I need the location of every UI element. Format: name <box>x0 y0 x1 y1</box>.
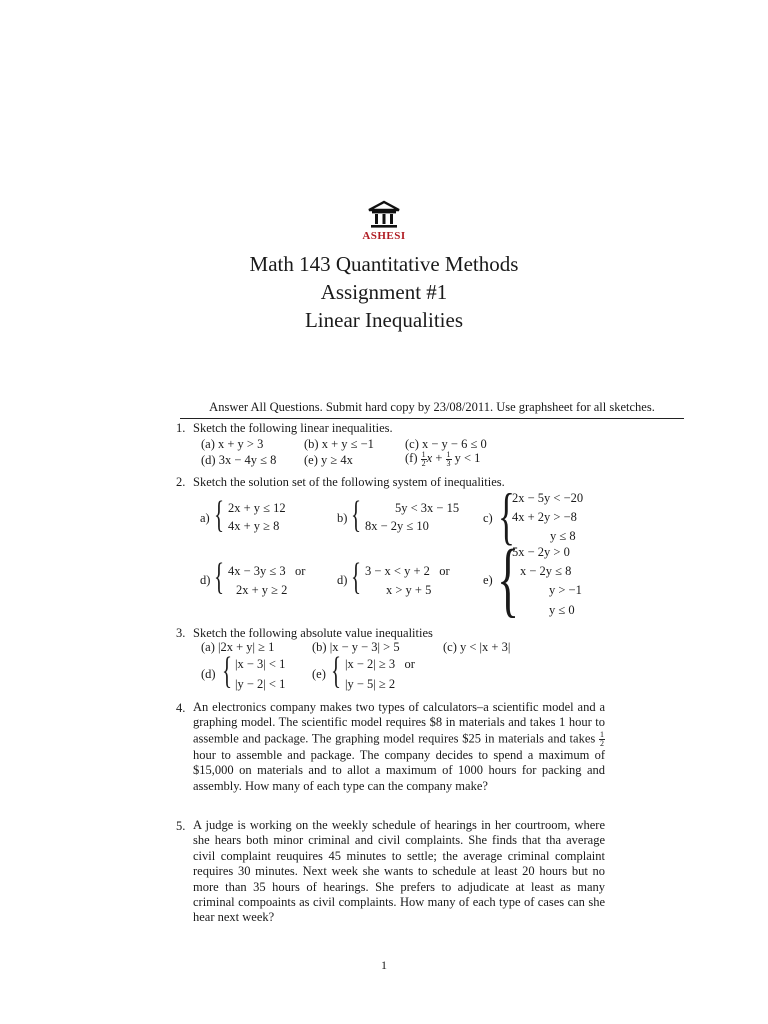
question-number: 3. <box>176 626 186 640</box>
item-d-line2: |y − 2| < 1 <box>235 677 286 691</box>
system-a-line1: 2x + y ≤ 12 <box>228 501 286 515</box>
item-d: (d) 3x − 4y ≤ 8 <box>201 453 277 467</box>
item-e: (e) y ≥ 4x <box>304 453 353 467</box>
system-d-label: d) <box>200 573 211 587</box>
assignment-title: Assignment #1 <box>320 280 448 304</box>
item-c: (c) y < |x + 3| <box>443 640 511 654</box>
item-e-line2: |y − 5| ≥ 2 <box>345 677 396 691</box>
system-c-line1: 2x − 5y < −20 <box>512 491 584 505</box>
brace-icon: { <box>331 650 342 692</box>
system-b-label: b) <box>337 511 348 525</box>
item-d-label: (d) <box>201 667 216 681</box>
system-a-line2: 4x + y ≥ 8 <box>228 519 280 533</box>
question-number: 1. <box>176 421 186 435</box>
item-a: (a) x + y > 3 <box>201 437 264 451</box>
system-d2-line2: x > y + 5 <box>386 583 432 597</box>
system-e-line1: 5x − 2y > 0 <box>512 545 570 559</box>
system-c-line3: y ≤ 8 <box>550 529 576 543</box>
system-d2-label: d) <box>337 573 348 587</box>
system-d-line1: 4x − 3y ≤ 3 or <box>228 564 306 578</box>
ashesi-logo-icon <box>366 200 402 230</box>
question-number: 5. <box>176 819 186 833</box>
system-c-line2: 4x + 2y > −8 <box>512 510 577 524</box>
page-number: 1 <box>381 958 387 972</box>
item-e-line1: |x − 2| ≥ 3 or <box>345 657 415 671</box>
question-text: An electronics company makes two types of calculators–a scientific model and a graphing model. The scientific model requires $8 in materials and takes 1 hour to assemble and package. The graphing model requires $25 in materials and takes $\frac{1}{2}$ hour to assemble and package. The company decides to spend a maximum of $15,000 on materials and to allot a maximum of 1000 hours for packing and assembly. How many of each type can the company make? <box>193 700 605 793</box>
item-c: (c) x − y − 6 ≤ 0 <box>405 437 487 451</box>
brace-icon: { <box>222 650 233 692</box>
system-b-line2: 8x − 2y ≤ 10 <box>365 519 429 533</box>
item-e-label: (e) <box>312 667 326 681</box>
system-d-line2: 2x + y ≥ 2 <box>236 583 288 597</box>
question-text: Sketch the following absolute value inequalities <box>193 626 433 640</box>
brace-icon: { <box>498 480 515 551</box>
item-a: (a) |2x + y| ≥ 1 <box>201 640 275 654</box>
item-f: (f) $\frac{1}{2}$ x + $\frac{1}{3}$ y < 1 <box>405 449 481 468</box>
item-d-line1: |x − 3| < 1 <box>235 657 286 671</box>
system-b-line1: 5y < 3x − 15 <box>395 501 460 515</box>
question-number: 2. <box>176 475 186 489</box>
brace-icon: { <box>214 556 225 598</box>
question-text: A judge is working on the weekly schedule of hearings in her courtroom, where she hears both minor criminal and civil complaints. She finds that tha average civil complaint reuquires 45 minutes to settle; the average criminal complaint requires 30 minutes. Next week she wants to schedule at least 20 hours but no more than 35 hours of hearings. She prefers to adjudicate at least as many criminal compoaints as civil complaints. How many of each type of cases can she hear next week? <box>193 818 605 925</box>
topic-title: Linear Inequalities <box>304 308 463 332</box>
system-c-label: c) <box>483 511 493 525</box>
system-e-line4: y ≤ 0 <box>549 603 575 617</box>
system-e-line2: x − 2y ≤ 8 <box>520 564 572 578</box>
course-title: Math 143 Quantitative Methods <box>249 252 519 276</box>
brace-icon: { <box>214 494 225 536</box>
brace-icon: { <box>351 556 362 598</box>
question-text: Sketch the solution set of the following system of inequalities. <box>193 475 505 489</box>
divider <box>180 418 684 419</box>
brace-icon: { <box>497 533 520 626</box>
brace-icon: { <box>351 494 362 536</box>
system-a-label: a) <box>200 511 210 525</box>
system-d2-line1: 3 − x < y + 2 or <box>365 564 450 578</box>
system-e-label: e) <box>483 573 493 587</box>
question-text: Sketch the following linear inequalities. <box>193 421 393 435</box>
item-b: (b) |x − y − 3| > 5 <box>312 640 400 654</box>
instructions: Answer All Questions. Submit hard copy by 23/08/2011. Use graphsheet for all sketches. <box>209 400 655 414</box>
system-e-line3: y > −1 <box>549 583 582 597</box>
brand-name: ASHESI <box>362 230 406 242</box>
item-b: (b) x + y ≤ −1 <box>304 437 374 451</box>
question-number: 4. <box>176 701 186 715</box>
